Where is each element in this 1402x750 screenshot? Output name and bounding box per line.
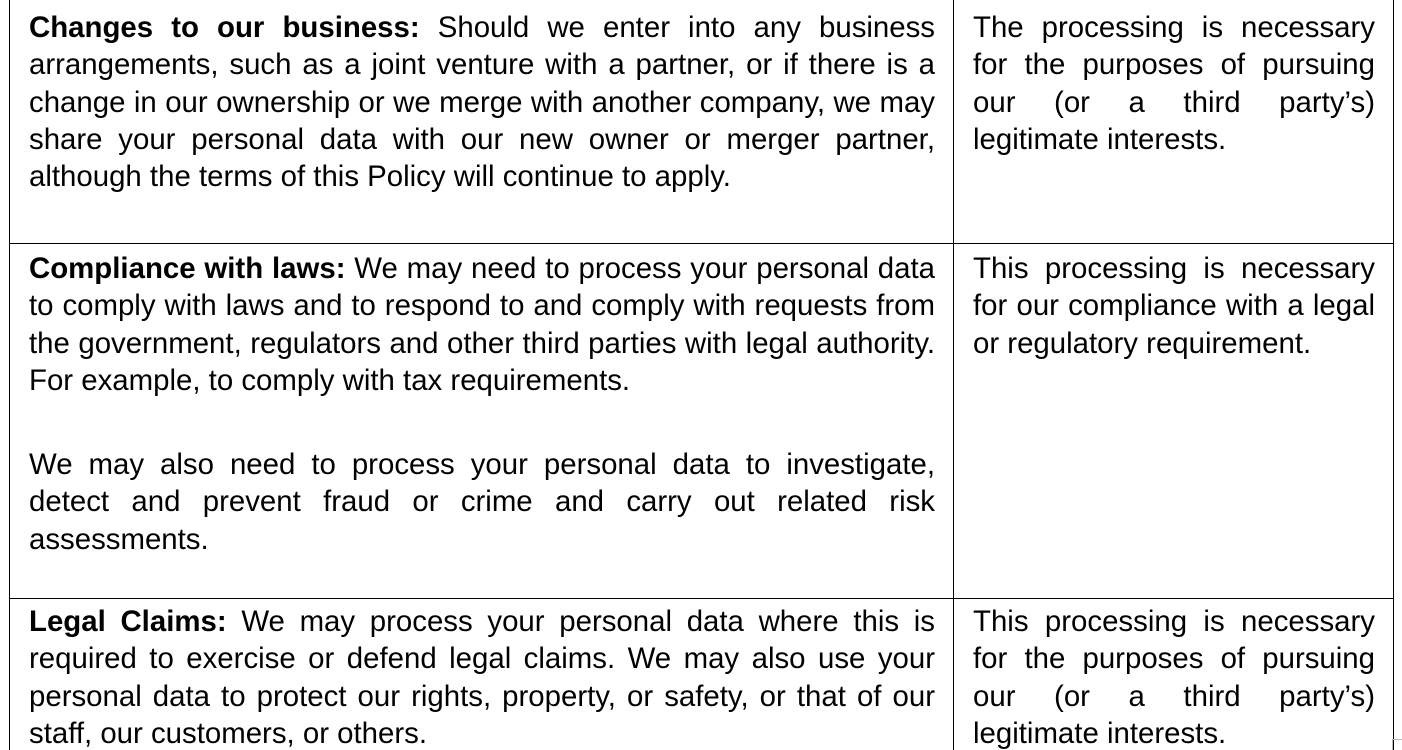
lawful-basis-cell [954, 0, 1394, 244]
table-row [10, 244, 1394, 599]
purpose-term: Changes to our business: [29, 11, 420, 44]
purpose-paragraph [29, 603, 935, 750]
purpose-text: We may need to process your personal data to comply with laws and to respond to and comply with requests from the government, regulators and other third parties with legal authority. For example, to comply with tax requirements. [29, 252, 935, 397]
page-corner-marker [1392, 739, 1402, 750]
purpose-term: Compliance with laws: [29, 252, 346, 285]
purpose-cell [10, 244, 954, 599]
lawful-basis-table [9, 0, 1394, 750]
purpose-paragraph-secondary: We may also need to process your personal data to investigate, detect and prevent fraud or crime and carry out related risk assessments. [29, 448, 935, 556]
purpose-paragraph [29, 250, 935, 399]
purpose-term: Legal Claims: [29, 605, 227, 638]
purpose-paragraph [29, 9, 935, 195]
purpose-cell [10, 599, 954, 750]
purpose-text: Should we enter into any business arrangements, such as a joint venture with a partner, or if there is a change in our ownership or we merge with another company, we may share your personal data with our new owner or merger partner, although the terms of this Policy will continue to apply. [29, 11, 935, 194]
purpose-text: We may process your personal data where this is required to exercise or defend legal claims. We may also use your personal data to protect our rights, property, or safety, or that of our staff, our customers, or others. [29, 605, 935, 750]
lawful-basis-text: This processing is necessary for the purposes of pursuing our (or a third party’s) legitimate interests. [973, 605, 1375, 750]
table-row [10, 599, 1394, 750]
lawful-basis-cell [954, 599, 1394, 750]
lawful-basis-cell [954, 244, 1394, 599]
lawful-basis-text: The processing is necessary for the purposes of pursuing our (or a third party’s) legitimate interests. [973, 11, 1375, 156]
purpose-cell [10, 0, 954, 244]
lawful-basis-text: This processing is necessary for our compliance with a legal or regulatory requirement. [973, 252, 1375, 360]
table-row [10, 0, 1394, 244]
